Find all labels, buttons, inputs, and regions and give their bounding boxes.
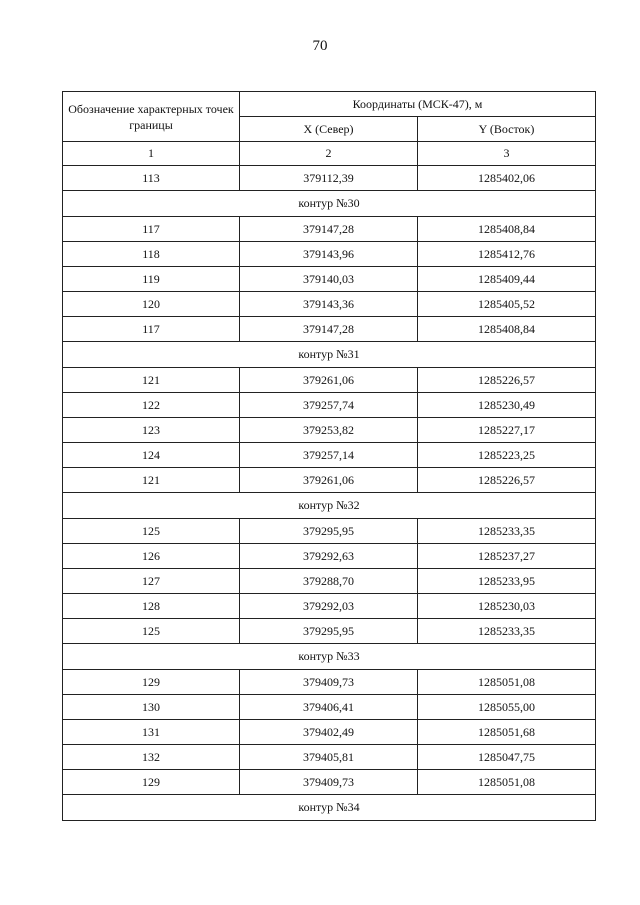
table-row: [63, 619, 596, 644]
y-coordinate-cell: 1285409,44: [418, 267, 596, 292]
y-coordinate-cell: 1285402,06: [418, 166, 596, 191]
y-coordinate-cell: 1285230,49: [418, 393, 596, 418]
x-coordinate-cell: 379257,74: [240, 393, 418, 418]
point-id-cell: 125: [63, 619, 240, 644]
table-row: [63, 443, 596, 468]
table-row: [63, 720, 596, 745]
point-id-cell: 119: [63, 267, 240, 292]
y-coordinate-cell: 1285051,08: [418, 770, 596, 795]
coordinates-header: Координаты (МСК-47), м: [240, 92, 596, 117]
point-id-cell: 121: [63, 368, 240, 393]
y-coordinate-cell: 1285233,95: [418, 569, 596, 594]
table-row: [63, 594, 596, 619]
point-id-cell: 121: [63, 468, 240, 493]
point-id-cell: 113: [63, 166, 240, 191]
y-coordinate-cell: 1285412,76: [418, 242, 596, 267]
table-row: [63, 317, 596, 342]
point-id-cell: 126: [63, 544, 240, 569]
table-row: [63, 519, 596, 544]
x-coordinate-cell: 379295,95: [240, 619, 418, 644]
contour-row: [63, 795, 596, 821]
x-coordinate-cell: 379295,95: [240, 519, 418, 544]
point-id-cell: 130: [63, 695, 240, 720]
point-id-cell: 120: [63, 292, 240, 317]
point-id-cell: 118: [63, 242, 240, 267]
point-id-cell: 123: [63, 418, 240, 443]
y-coordinate-cell: 1285226,57: [418, 468, 596, 493]
point-id-cell: 131: [63, 720, 240, 745]
x-coordinate-cell: 379288,70: [240, 569, 418, 594]
x-coordinate-cell: 379261,06: [240, 468, 418, 493]
contour-label: контур №33: [63, 644, 596, 670]
x-coordinate-cell: 379409,73: [240, 770, 418, 795]
y-coordinate-cell: 1285237,27: [418, 544, 596, 569]
table-row: [63, 166, 596, 191]
x-coordinate-cell: 379143,96: [240, 242, 418, 267]
y-coordinate-cell: 1285233,35: [418, 519, 596, 544]
y-coordinate-cell: 1285051,68: [418, 720, 596, 745]
y-coordinate-cell: 1285408,84: [418, 317, 596, 342]
y-coordinate-cell: 1285405,52: [418, 292, 596, 317]
coordinates-table: [62, 91, 596, 821]
point-id-cell: 129: [63, 770, 240, 795]
page-number: 70: [312, 38, 328, 54]
contour-row: [63, 191, 596, 217]
contour-row: [63, 342, 596, 368]
table-header: [63, 92, 596, 166]
y-coordinate-cell: 1285227,17: [418, 418, 596, 443]
x-coordinate-cell: 379409,73: [240, 670, 418, 695]
table-row: [63, 770, 596, 795]
table-row: [63, 695, 596, 720]
point-id-cell: 125: [63, 519, 240, 544]
y-coordinate-cell: 1285051,08: [418, 670, 596, 695]
x-coordinate-cell: 379405,81: [240, 745, 418, 770]
point-id-cell: 117: [63, 317, 240, 342]
table-row: [63, 544, 596, 569]
y-coordinate-cell: 1285233,35: [418, 619, 596, 644]
x-coordinate-cell: 379406,41: [240, 695, 418, 720]
point-id-cell: 117: [63, 217, 240, 242]
table-row: [63, 745, 596, 770]
point-id-cell: 132: [63, 745, 240, 770]
contour-row: [63, 644, 596, 670]
point-id-cell: 128: [63, 594, 240, 619]
y-east-header: Y (Восток): [418, 117, 596, 142]
table-row: [63, 569, 596, 594]
x-coordinate-cell: 379143,36: [240, 292, 418, 317]
x-coordinate-cell: 379253,82: [240, 418, 418, 443]
x-north-header: X (Север): [240, 117, 418, 142]
point-id-cell: 124: [63, 443, 240, 468]
y-coordinate-cell: 1285230,03: [418, 594, 596, 619]
x-coordinate-cell: 379292,63: [240, 544, 418, 569]
table-row: [63, 292, 596, 317]
table-row: [63, 242, 596, 267]
y-coordinate-cell: 1285408,84: [418, 217, 596, 242]
column-number-2: 2: [240, 142, 418, 166]
contour-label: контур №30: [63, 191, 596, 217]
contour-label: контур №31: [63, 342, 596, 368]
point-id-cell: 129: [63, 670, 240, 695]
table-row: [63, 670, 596, 695]
x-coordinate-cell: 379140,03: [240, 267, 418, 292]
contour-label: контур №32: [63, 493, 596, 519]
x-coordinate-cell: 379257,14: [240, 443, 418, 468]
table-row: [63, 267, 596, 292]
table-row: [63, 468, 596, 493]
y-coordinate-cell: 1285226,57: [418, 368, 596, 393]
contour-label: контур №34: [63, 795, 596, 821]
table-row: [63, 393, 596, 418]
y-coordinate-cell: 1285055,00: [418, 695, 596, 720]
point-id-cell: 127: [63, 569, 240, 594]
table-row: [63, 418, 596, 443]
point-designation-header: Обозначение характерных точек границы: [63, 92, 240, 142]
table-row: [63, 217, 596, 242]
column-number-1: 1: [63, 142, 240, 166]
y-coordinate-cell: 1285223,25: [418, 443, 596, 468]
x-coordinate-cell: 379261,06: [240, 368, 418, 393]
x-coordinate-cell: 379292,03: [240, 594, 418, 619]
column-number-3: 3: [418, 142, 596, 166]
y-coordinate-cell: 1285047,75: [418, 745, 596, 770]
table-body: [63, 166, 596, 821]
contour-row: [63, 493, 596, 519]
point-id-cell: 122: [63, 393, 240, 418]
table-row: [63, 368, 596, 393]
x-coordinate-cell: 379147,28: [240, 317, 418, 342]
x-coordinate-cell: 379402,49: [240, 720, 418, 745]
x-coordinate-cell: 379147,28: [240, 217, 418, 242]
x-coordinate-cell: 379112,39: [240, 166, 418, 191]
